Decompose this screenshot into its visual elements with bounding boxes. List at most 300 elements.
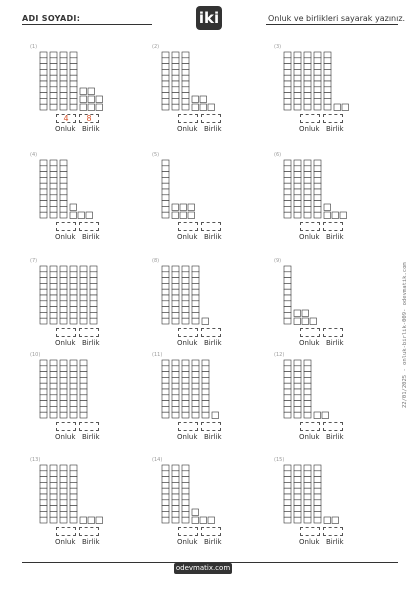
- ten-rod-unit: [304, 360, 311, 366]
- ones-answer-box[interactable]: 8: [79, 114, 99, 123]
- ten-rod-unit: [70, 272, 77, 278]
- ten-rod-unit: [172, 482, 179, 488]
- base-ten-blocks: [38, 461, 128, 525]
- ten-rod-unit: [50, 517, 57, 523]
- ten-rod-unit: [182, 494, 189, 500]
- ten-rod-unit: [40, 64, 47, 70]
- ten-rod-unit: [284, 366, 291, 372]
- onluk-label: Onluk: [177, 538, 198, 546]
- birlik-label: Birlik: [82, 233, 100, 241]
- ten-rod-unit: [324, 75, 331, 81]
- onluk-label: Onluk: [55, 339, 76, 347]
- ten-rod-unit: [60, 360, 67, 366]
- tens-answer-box[interactable]: [56, 527, 76, 536]
- ten-rod-unit: [90, 295, 97, 301]
- ten-rod-unit: [50, 289, 57, 295]
- onluk-label: Onluk: [177, 233, 198, 241]
- ten-rod-unit: [304, 183, 311, 189]
- ten-rod-unit: [284, 272, 291, 278]
- ten-rod-unit: [284, 395, 291, 401]
- ten-rod-unit: [314, 206, 321, 212]
- ones-answer-box[interactable]: [323, 114, 343, 123]
- ten-rod-unit: [294, 360, 301, 366]
- ten-rod-unit: [40, 395, 47, 401]
- ten-rod-unit: [70, 75, 77, 81]
- ten-rod-unit: [80, 295, 87, 301]
- unit-cube: [86, 212, 93, 219]
- ten-rod-unit: [162, 172, 169, 178]
- ten-rod-unit: [50, 471, 57, 477]
- ten-rod-unit: [60, 517, 67, 523]
- ten-rod-unit: [304, 75, 311, 81]
- ten-rod-unit: [172, 383, 179, 389]
- ten-rod-unit: [202, 401, 209, 407]
- tens-answer-box[interactable]: [300, 422, 320, 431]
- ten-rod-unit: [60, 406, 67, 412]
- ten-rod-unit: [172, 360, 179, 366]
- ten-rod-unit: [182, 465, 189, 471]
- ten-rod-unit: [314, 488, 321, 494]
- ten-rod-unit: [304, 52, 311, 58]
- ten-rod-unit: [40, 494, 47, 500]
- ten-rod-unit: [172, 289, 179, 295]
- ten-rod-unit: [40, 75, 47, 81]
- ten-rod-unit: [40, 500, 47, 506]
- ten-rod-unit: [80, 383, 87, 389]
- ten-rod-unit: [40, 383, 47, 389]
- ten-rod-unit: [294, 183, 301, 189]
- ones-answer-box[interactable]: [79, 527, 99, 536]
- ten-rod-unit: [70, 318, 77, 324]
- onluk-label: Onluk: [299, 339, 320, 347]
- unit-cube: [332, 517, 339, 524]
- ten-rod-unit: [40, 389, 47, 395]
- ten-rod-unit: [172, 517, 179, 523]
- ten-rod-unit: [60, 307, 67, 313]
- ten-rod-unit: [284, 301, 291, 307]
- unit-cube: [294, 310, 301, 317]
- ten-rod-unit: [40, 177, 47, 183]
- ten-rod-unit: [90, 266, 97, 272]
- ten-rod-unit: [202, 383, 209, 389]
- base-ten-blocks: [160, 156, 250, 220]
- ten-rod-unit: [182, 289, 189, 295]
- tens-answer-box[interactable]: [300, 328, 320, 337]
- ones-answer-box[interactable]: [201, 422, 221, 431]
- ten-rod-unit: [284, 511, 291, 517]
- tens-answer-box[interactable]: [178, 527, 198, 536]
- ten-rod-unit: [304, 201, 311, 207]
- ten-rod-unit: [50, 500, 57, 506]
- ten-rod-unit: [50, 69, 57, 75]
- ten-rod-unit: [304, 166, 311, 172]
- ten-rod-unit: [70, 58, 77, 64]
- ones-answer-box[interactable]: [323, 222, 343, 231]
- header: [0, 0, 420, 34]
- ten-rod-unit: [304, 506, 311, 512]
- ten-rod-unit: [40, 318, 47, 324]
- ten-rod-unit: [50, 465, 57, 471]
- ten-rod-unit: [50, 195, 57, 201]
- ten-rod-unit: [162, 383, 169, 389]
- ten-rod-unit: [284, 195, 291, 201]
- ones-answer-box[interactable]: [79, 328, 99, 337]
- exercise-card: [152, 352, 272, 450]
- ten-rod-unit: [284, 494, 291, 500]
- onluk-label: Onluk: [55, 538, 76, 546]
- ten-rod-unit: [172, 87, 179, 93]
- unit-cube: [80, 88, 87, 95]
- ten-rod-unit: [182, 278, 189, 284]
- ten-rod-unit: [162, 389, 169, 395]
- ten-rod-unit: [162, 366, 169, 372]
- ten-rod-unit: [50, 93, 57, 99]
- ten-rod-unit: [314, 177, 321, 183]
- ten-rod-unit: [294, 212, 301, 218]
- ten-rod-unit: [182, 511, 189, 517]
- unit-cube: [188, 204, 195, 211]
- ten-rod-unit: [80, 278, 87, 284]
- ten-rod-unit: [324, 69, 331, 75]
- side-text: 22/01/2025 - onluk-birlik-009- odevmatik.com: [402, 262, 408, 408]
- tens-answer-box[interactable]: [178, 328, 198, 337]
- ten-rod-unit: [90, 307, 97, 313]
- ten-rod-unit: [284, 177, 291, 183]
- ten-rod-unit: [60, 383, 67, 389]
- ten-rod-unit: [284, 52, 291, 58]
- ten-rod-unit: [50, 64, 57, 70]
- ten-rod-unit: [182, 69, 189, 75]
- exercise-number: (15): [274, 457, 285, 463]
- ten-rod-unit: [192, 360, 199, 366]
- exercise-card: [274, 258, 394, 356]
- ten-rod-unit: [172, 318, 179, 324]
- ten-rod-unit: [314, 212, 321, 218]
- ten-rod-unit: [182, 395, 189, 401]
- ten-rod-unit: [172, 98, 179, 104]
- ten-rod-unit: [70, 511, 77, 517]
- ten-rod-unit: [314, 482, 321, 488]
- ten-rod-unit: [90, 272, 97, 278]
- ten-rod-unit: [192, 318, 199, 324]
- ten-rod-unit: [50, 266, 57, 272]
- ten-rod-unit: [304, 465, 311, 471]
- ten-rod-unit: [314, 201, 321, 207]
- ten-rod-unit: [304, 471, 311, 477]
- exercise-number: (6): [274, 152, 282, 158]
- ten-rod-unit: [304, 494, 311, 500]
- ten-rod-unit: [50, 360, 57, 366]
- ten-rod-unit: [294, 81, 301, 87]
- birlik-label: Birlik: [326, 339, 344, 347]
- ten-rod-unit: [80, 266, 87, 272]
- ten-rod-unit: [70, 517, 77, 523]
- ten-rod-unit: [40, 81, 47, 87]
- ten-rod-unit: [314, 183, 321, 189]
- ten-rod-unit: [50, 206, 57, 212]
- ones-answer-box[interactable]: [323, 422, 343, 431]
- ten-rod-unit: [172, 506, 179, 512]
- ten-rod-unit: [50, 189, 57, 195]
- ten-rod-unit: [284, 289, 291, 295]
- ten-rod-unit: [324, 52, 331, 58]
- base-ten-blocks: [282, 262, 372, 326]
- ten-rod-unit: [40, 166, 47, 172]
- ones-answer-box[interactable]: [201, 527, 221, 536]
- ten-rod-unit: [324, 64, 331, 70]
- ten-rod-unit: [162, 482, 169, 488]
- ten-rod-unit: [284, 81, 291, 87]
- ten-rod-unit: [70, 482, 77, 488]
- ten-rod-unit: [50, 301, 57, 307]
- ten-rod-unit: [304, 195, 311, 201]
- ten-rod-unit: [304, 511, 311, 517]
- ten-rod-unit: [324, 104, 331, 110]
- ten-rod-unit: [162, 488, 169, 494]
- tens-answer-box[interactable]: 4: [56, 114, 76, 123]
- ten-rod-unit: [70, 278, 77, 284]
- ten-rod-unit: [60, 465, 67, 471]
- ten-rod-unit: [60, 301, 67, 307]
- ten-rod-unit: [70, 307, 77, 313]
- ten-rod-unit: [60, 312, 67, 318]
- ten-rod-unit: [50, 212, 57, 218]
- ten-rod-unit: [182, 64, 189, 70]
- ten-rod-unit: [202, 406, 209, 412]
- ten-rod-unit: [60, 160, 67, 166]
- ten-rod-unit: [182, 266, 189, 272]
- base-ten-blocks: [160, 356, 250, 420]
- ten-rod-unit: [284, 87, 291, 93]
- ten-rod-unit: [284, 98, 291, 104]
- ten-rod-unit: [284, 206, 291, 212]
- ten-rod-unit: [60, 266, 67, 272]
- ten-rod-unit: [294, 471, 301, 477]
- ten-rod-unit: [182, 283, 189, 289]
- exercise-number: (14): [152, 457, 163, 463]
- ten-rod-unit: [304, 401, 311, 407]
- unit-cube: [70, 212, 77, 219]
- ten-rod-unit: [284, 477, 291, 483]
- ten-rod-unit: [162, 494, 169, 500]
- ten-rod-unit: [284, 412, 291, 418]
- ones-answer-box[interactable]: [79, 422, 99, 431]
- ten-rod-unit: [182, 517, 189, 523]
- birlik-label: Birlik: [204, 339, 222, 347]
- tens-answer-box[interactable]: [178, 222, 198, 231]
- ten-rod-unit: [172, 500, 179, 506]
- ten-rod-unit: [304, 93, 311, 99]
- ten-rod-unit: [162, 272, 169, 278]
- ten-rod-unit: [162, 406, 169, 412]
- ten-rod-unit: [284, 104, 291, 110]
- ten-rod-unit: [80, 301, 87, 307]
- ten-rod-unit: [60, 389, 67, 395]
- ten-rod-unit: [294, 201, 301, 207]
- ten-rod-unit: [50, 377, 57, 383]
- ten-rod-unit: [60, 58, 67, 64]
- ten-rod-unit: [192, 307, 199, 313]
- ten-rod-unit: [304, 372, 311, 378]
- exercise-number: (2): [152, 44, 160, 50]
- ten-rod-unit: [192, 406, 199, 412]
- ten-rod-unit: [192, 395, 199, 401]
- ten-rod-unit: [192, 401, 199, 407]
- ten-rod-unit: [294, 488, 301, 494]
- ten-rod-unit: [192, 301, 199, 307]
- ten-rod-unit: [162, 465, 169, 471]
- ten-rod-unit: [40, 301, 47, 307]
- ten-rod-unit: [162, 312, 169, 318]
- ten-rod-unit: [182, 87, 189, 93]
- tens-answer-box[interactable]: [300, 527, 320, 536]
- exercise-card: [152, 44, 272, 142]
- ten-rod-unit: [182, 312, 189, 318]
- exercise-number: (12): [274, 352, 285, 358]
- ten-rod-unit: [40, 295, 47, 301]
- ten-rod-unit: [40, 201, 47, 207]
- ten-rod-unit: [202, 412, 209, 418]
- ten-rod-unit: [162, 477, 169, 483]
- ten-rod-unit: [294, 93, 301, 99]
- ten-rod-unit: [172, 104, 179, 110]
- ten-rod-unit: [162, 52, 169, 58]
- onluk-label: Onluk: [55, 433, 76, 441]
- ten-rod-unit: [50, 160, 57, 166]
- birlik-label: Birlik: [326, 538, 344, 546]
- unit-cube: [324, 212, 331, 219]
- ten-rod-unit: [192, 383, 199, 389]
- ten-rod-unit: [50, 166, 57, 172]
- ten-rod-unit: [304, 87, 311, 93]
- ten-rod-unit: [50, 98, 57, 104]
- ten-rod-unit: [284, 506, 291, 512]
- ten-rod-unit: [304, 488, 311, 494]
- ten-rod-unit: [162, 69, 169, 75]
- ten-rod-unit: [304, 212, 311, 218]
- ten-rod-unit: [202, 372, 209, 378]
- ten-rod-unit: [294, 477, 301, 483]
- ten-rod-unit: [80, 377, 87, 383]
- ten-rod-unit: [60, 295, 67, 301]
- ones-answer-box[interactable]: [79, 222, 99, 231]
- ten-rod-unit: [294, 58, 301, 64]
- ones-answer-box[interactable]: [323, 527, 343, 536]
- ten-rod-unit: [50, 372, 57, 378]
- ten-rod-unit: [172, 283, 179, 289]
- ten-rod-unit: [162, 104, 169, 110]
- ten-rod-unit: [182, 366, 189, 372]
- unit-cube: [188, 212, 195, 219]
- ten-rod-unit: [40, 172, 47, 178]
- ten-rod-unit: [284, 183, 291, 189]
- ten-rod-unit: [324, 81, 331, 87]
- ten-rod-unit: [172, 372, 179, 378]
- unit-cube: [96, 96, 103, 103]
- ten-rod-unit: [40, 488, 47, 494]
- base-ten-blocks: [160, 461, 250, 525]
- ten-rod-unit: [304, 383, 311, 389]
- ten-rod-unit: [172, 272, 179, 278]
- ones-answer-box[interactable]: [201, 114, 221, 123]
- ten-rod-unit: [40, 93, 47, 99]
- ten-rod-unit: [162, 301, 169, 307]
- ten-rod-unit: [294, 195, 301, 201]
- tens-answer-box[interactable]: [56, 222, 76, 231]
- name-line: [22, 24, 152, 25]
- ten-rod-unit: [60, 104, 67, 110]
- ten-rod-unit: [284, 389, 291, 395]
- ten-rod-unit: [314, 93, 321, 99]
- ten-rod-unit: [70, 312, 77, 318]
- ten-rod-unit: [60, 494, 67, 500]
- ten-rod-unit: [50, 406, 57, 412]
- tens-answer-box[interactable]: [178, 422, 198, 431]
- unit-cube: [314, 412, 321, 419]
- ten-rod-unit: [314, 52, 321, 58]
- ten-rod-unit: [182, 401, 189, 407]
- ten-rod-unit: [80, 389, 87, 395]
- ten-rod-unit: [314, 195, 321, 201]
- ten-rod-unit: [50, 482, 57, 488]
- ten-rod-unit: [324, 98, 331, 104]
- exercise-card: [274, 352, 394, 450]
- ten-rod-unit: [60, 183, 67, 189]
- tens-answer-box[interactable]: [56, 422, 76, 431]
- onluk-label: Onluk: [177, 339, 198, 347]
- unit-cube: [200, 104, 207, 111]
- ten-rod-unit: [50, 494, 57, 500]
- ten-rod-unit: [192, 312, 199, 318]
- ones-answer-box[interactable]: [201, 222, 221, 231]
- ten-rod-unit: [182, 500, 189, 506]
- exercise-number: (13): [30, 457, 41, 463]
- tens-answer-box[interactable]: [56, 328, 76, 337]
- unit-cube: [88, 88, 95, 95]
- footer-brand: odevmatix.com: [175, 564, 231, 572]
- tens-answer-box[interactable]: [178, 114, 198, 123]
- ten-rod-unit: [50, 488, 57, 494]
- tens-answer-box[interactable]: [300, 114, 320, 123]
- ten-rod-unit: [70, 98, 77, 104]
- ten-rod-unit: [182, 81, 189, 87]
- ten-rod-unit: [172, 312, 179, 318]
- ten-rod-unit: [40, 195, 47, 201]
- tens-answer-box[interactable]: [300, 222, 320, 231]
- ten-rod-unit: [70, 87, 77, 93]
- onluk-label: Onluk: [299, 433, 320, 441]
- exercise-number: (8): [152, 258, 160, 264]
- ten-rod-unit: [182, 377, 189, 383]
- birlik-label: Birlik: [204, 233, 222, 241]
- ten-rod-unit: [182, 488, 189, 494]
- ten-rod-unit: [294, 395, 301, 401]
- ten-rod-unit: [172, 266, 179, 272]
- ten-rod-unit: [172, 488, 179, 494]
- ones-answer-box[interactable]: [323, 328, 343, 337]
- ten-rod-unit: [314, 172, 321, 178]
- ten-rod-unit: [162, 195, 169, 201]
- ten-rod-unit: [70, 360, 77, 366]
- exercise-number: (7): [30, 258, 38, 264]
- ten-rod-unit: [80, 283, 87, 289]
- ten-rod-unit: [294, 172, 301, 178]
- exercise-card: [30, 152, 150, 250]
- ten-rod-unit: [294, 366, 301, 372]
- ten-rod-unit: [50, 278, 57, 284]
- unit-cube: [208, 104, 215, 111]
- ones-answer-box[interactable]: [201, 328, 221, 337]
